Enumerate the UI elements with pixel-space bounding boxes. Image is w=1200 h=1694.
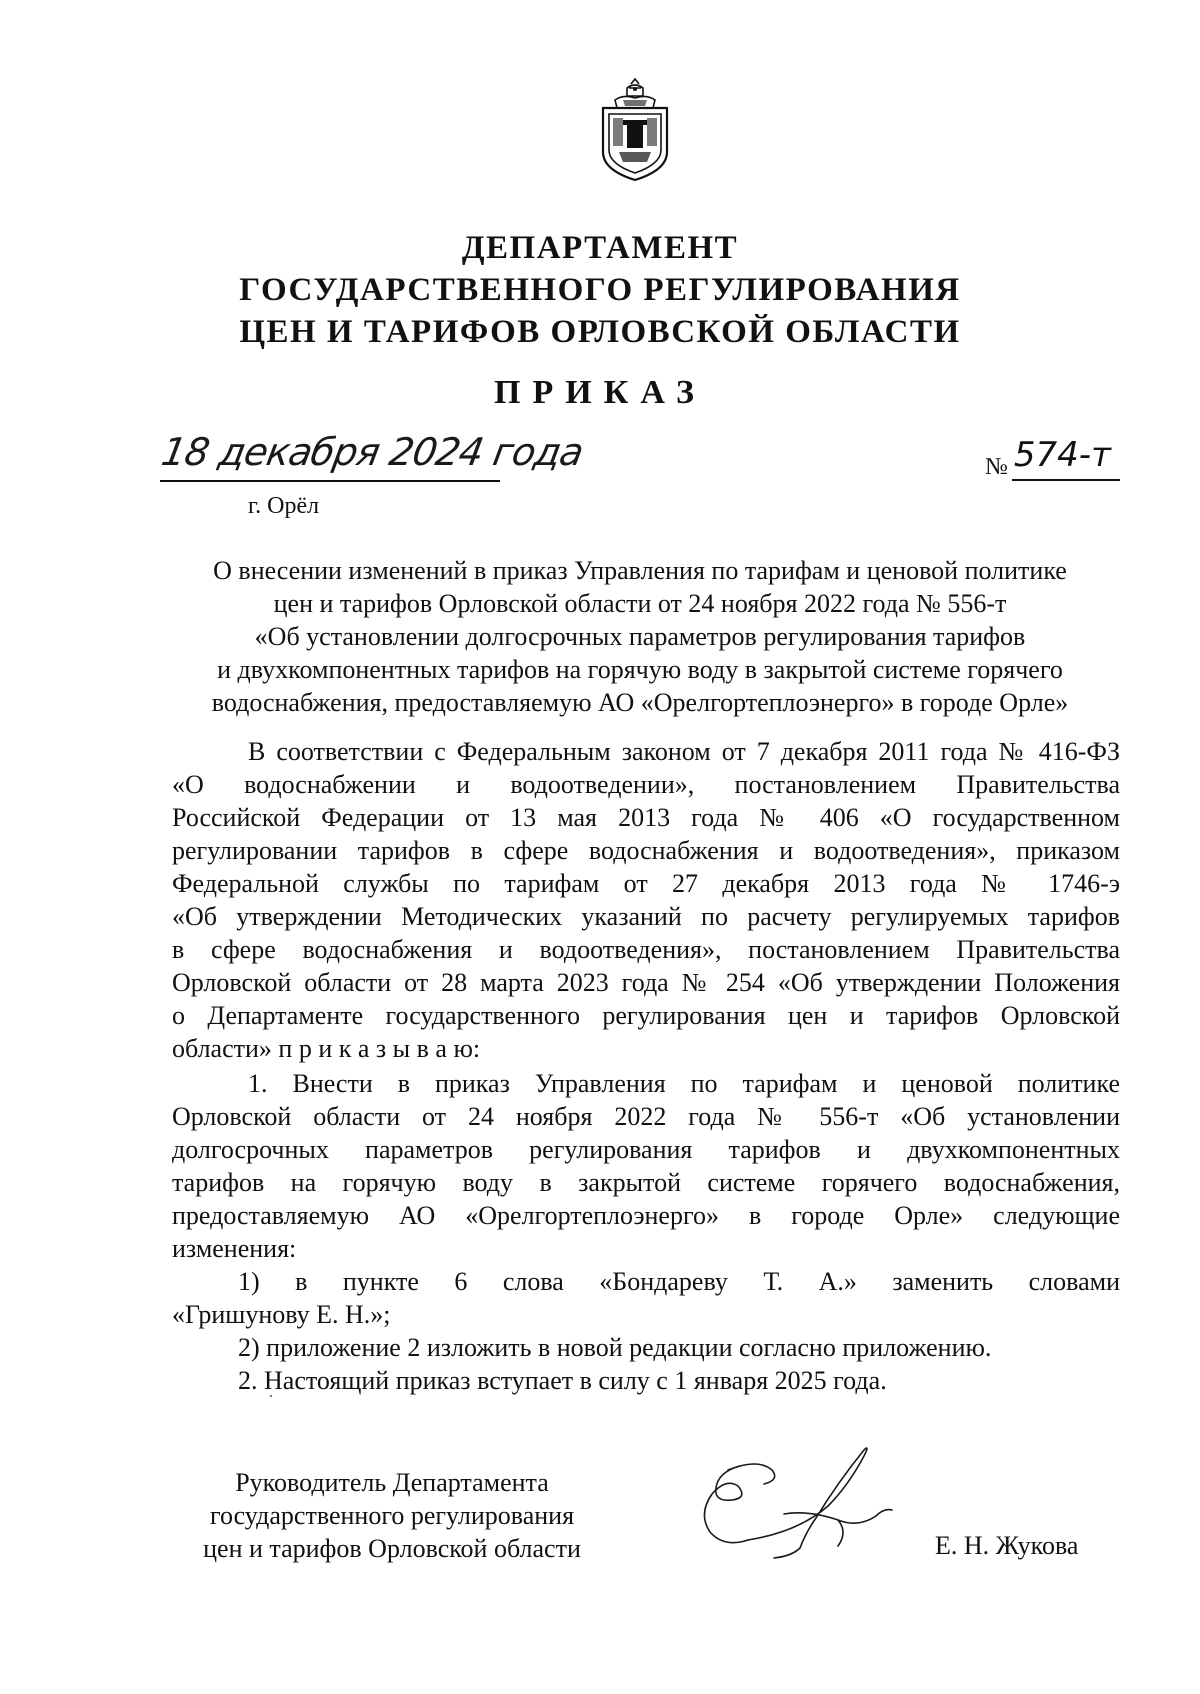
title-line: водоснабжения, предоставляемую АО «Орелгортеплоэнерго» в городе Орле» [211, 688, 1069, 717]
scan-speck [270, 1395, 272, 1397]
item-2-line: 2. Настоящий приказ вступает в силу с 1 января 2025 года. [238, 1366, 887, 1395]
date-underline [160, 480, 500, 482]
paragraph-line: предоставляемую АО «Орелгортеплоэнерго» в городе Орле» следующие [172, 1201, 1120, 1230]
handwritten-signature [688, 1436, 898, 1561]
department-line: ГОСУДАРСТВЕННОГО РЕГУЛИРОВАНИЯ [239, 272, 961, 308]
coat-of-arms-emblem [593, 78, 677, 182]
title-line: цен и тарифов Орловской области от 24 ноября 2022 года № 556-т [273, 589, 1007, 618]
paragraph-line: «Об утверждении Методических указаний по расчету регулируемых тарифов [172, 902, 1120, 931]
paragraph-line: Российской Федерации от 13 мая 2013 года № 406 «О государственном [172, 803, 1120, 832]
department-line: ДЕПАРТАМЕНТ [461, 230, 739, 266]
paragraph-line: Федеральной службы по тарифам от 27 декабря 2013 года № 1746-э [172, 869, 1120, 898]
position-line: Руководитель Департамента [235, 1468, 549, 1497]
paragraph-line: Орловской области от 24 ноября 2022 года № 556-т «Об установлении [172, 1102, 1120, 1131]
paragraph-line: изменения: [172, 1234, 297, 1263]
position-line: цен и тарифов Орловской области [203, 1534, 581, 1563]
number-sign: № [985, 454, 1008, 480]
department-heading [200, 227, 1000, 353]
paragraph-line: регулировании тарифов в сфере водоснабжения и водоотведения», приказом [172, 836, 1120, 865]
title-line: «Об установлении долгосрочных параметров регулирования тарифов [254, 622, 1026, 651]
department-line: ЦЕН И ТАРИФОВ ОРЛОВСКОЙ ОБЛАСТИ [239, 314, 961, 350]
handwritten-date: 18 декабря 2024 года [158, 430, 587, 474]
item-1-paragraph [172, 1067, 1120, 1397]
title-line: и двухкомпонентных тарифов на горячую воду в закрытой системе горячего [217, 655, 1063, 684]
preamble-paragraph [172, 735, 1120, 1065]
signatory-name: Е. Н. Жукова [935, 1531, 1079, 1560]
paragraph-line: 1. Внести в приказ Управления по тарифам и ценовой политике [248, 1069, 1120, 1098]
handwritten-number: 574-т [1013, 435, 1111, 475]
sub-item-line: «Гришунову Е. Н.»; [172, 1300, 391, 1329]
paragraph-line: «О водоснабжении и водоотведении», постановлением Правительства [172, 770, 1120, 799]
paragraph-line: В соответствии с Федеральным законом от 7 декабря 2011 года № 416-ФЗ [248, 737, 1120, 766]
number-underline [1012, 479, 1120, 481]
paragraph-line: долгосрочных параметров регулирования тарифов и двухкомпонентных [172, 1135, 1120, 1164]
paragraph-line: тарифов на горячую воду в закрытой системе горячего водоснабжения, [172, 1168, 1120, 1197]
document-type-title: ПРИКАЗ [494, 374, 706, 411]
sub-item-line: 2) приложение 2 изложить в новой редакции согласно приложению. [238, 1333, 992, 1362]
order-number [985, 435, 1111, 483]
title-line: О внесении изменений в приказ Управления по тарифам и ценовой политике [213, 556, 1067, 585]
paragraph-line: Орловской области от 28 марта 2023 года № 254 «Об утверждении Положения [172, 968, 1120, 997]
position-line: государственного регулирования [209, 1501, 575, 1530]
paragraph-line: области» п р и к а з ы в а ю: [172, 1034, 481, 1063]
order-title [160, 554, 1120, 719]
sub-item-line: 1) в пункте 6 слова «Бондареву Т. А.» заменить словами [238, 1267, 1120, 1296]
signatory-position [172, 1466, 612, 1565]
paragraph-line: о Департаменте государственного регулирования цен и тарифов Орловской [172, 1001, 1120, 1030]
city-label: г. Орёл [248, 493, 320, 519]
paragraph-line: в сфере водоснабжения и водоотведения», постановлением Правительства [172, 935, 1120, 964]
